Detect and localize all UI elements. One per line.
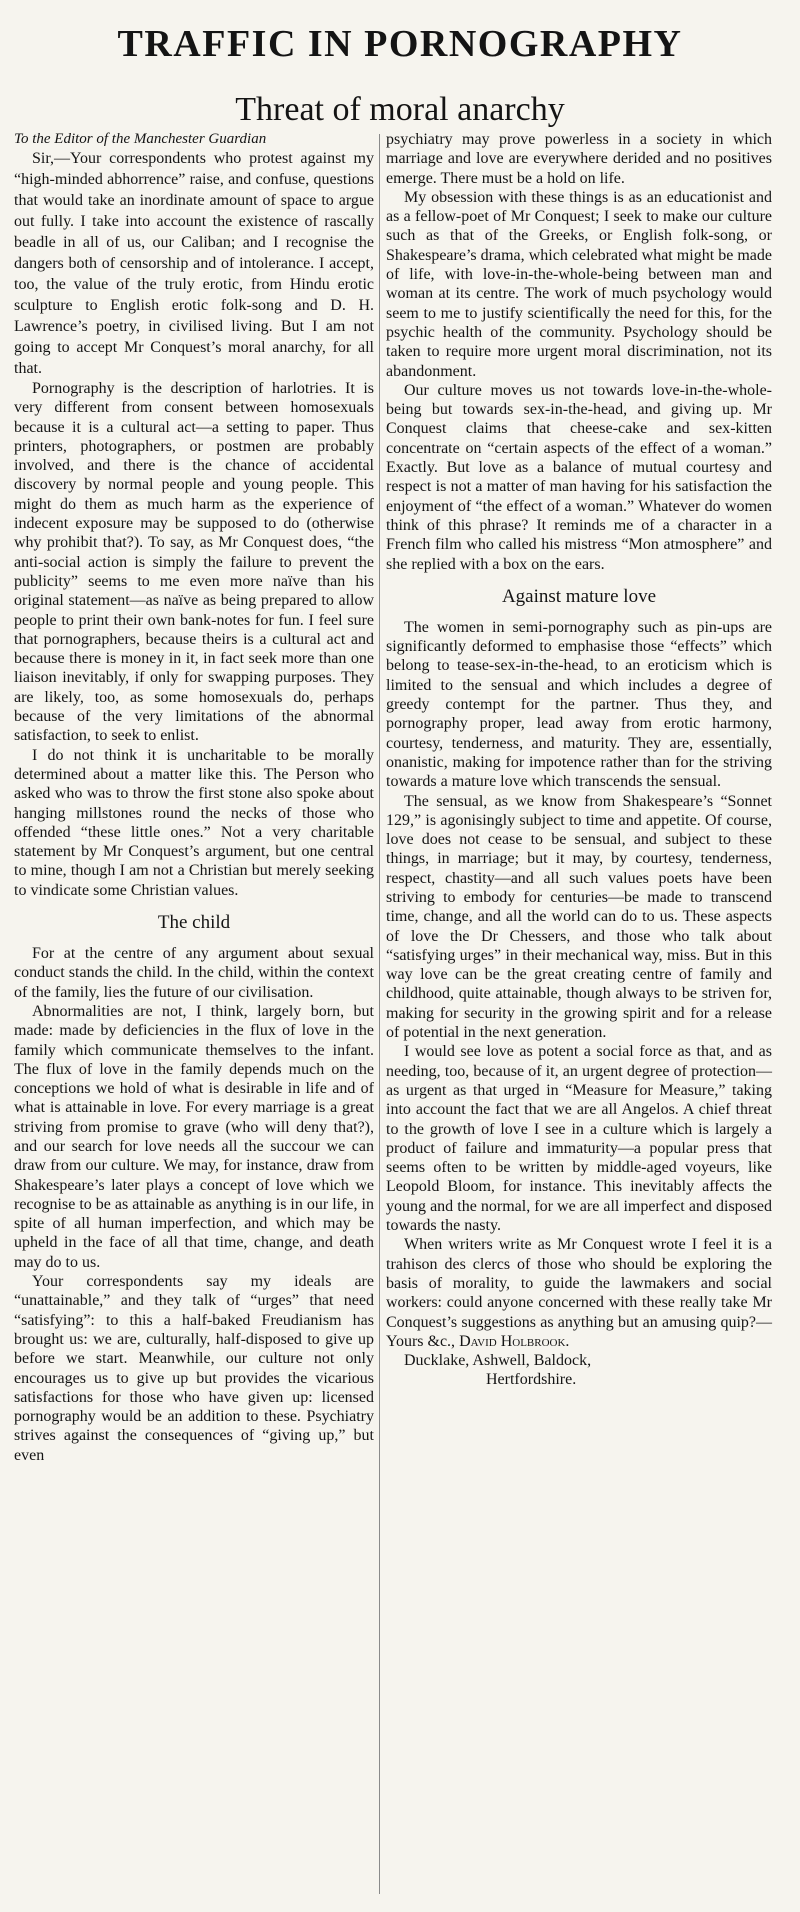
paragraph: Our culture moves us not towards love-in-the-whole-being but towards sex-in-the-head, and giving up. Mr Conquest claims that cheese-cake and sex-kitten concentrate on “certain aspects of the effect of a woman.” Exactly. But love as a balance of mutual courtesy and respect is not a matter of man having for his satisfaction the enjoyment of “the effect of a woman.” Whatever do women think of this phrase? It reminds me of a character in a French film who called his mistress “Mon atmosphere” and she replied with a box on the ears. xyxy=(386,381,772,573)
paragraph: For at the centre of any argument about sexual conduct stands the child. In the child, within the context of the family, lies the future of our civilisation. xyxy=(14,945,374,1001)
paragraph: My obsession with these things is as an educationist and as a fellow-poet of Mr Conquest; I seek to make our culture such as that of the Greeks, or English folk-song, or Shakespeare’s drama, which celebrated what might be made of life, with love-in-the-whole-being between man and woman at its centre. The work of much psychology would seem to me to justify scientifically the need for this, for the psychic health of the community. Psychology should be taken to require more urgent moral discrimination, not its abandonment. xyxy=(386,188,772,380)
paragraph: Your correspondents say my ideals are “unattainable,” and they talk of “urges” that need “satisfying”: to this a half-baked Freudianism has brought us: we are, culturally, half-disposed to give up before we start. Meanwhile, our culture not only encourages us to give up but provides the vicarious satisfactions for those who have given up: licensed pornography would be an addition to these. Psychiatry strives against the consequences of “giving up,” but even xyxy=(14,1273,374,1464)
paragraph: I do not think it is uncharitable to be morally determined about a matter like this. The Person who asked who was to throw the first stone also spoke about hanging millstones round the necks of those who offended “these little ones.” Not a very charitable statement by Mr Conquest’s argument, but one central to mine, though I am not a Christian but merely seeking to vindicate some Christian values. xyxy=(14,746,374,899)
section-heading-love: Against mature love xyxy=(501,585,657,607)
paragraph: Abnormalities are not, I think, largely born, but made: made by deficiencies in the flux of love in the family which communicate themselves to the infant. The flux of love in the family depends much on the conceptions we hold of what is desirable in life and of what is attainable in love. For every marriage is a great striving from promise to grave (who will deny that?), and our search for love needs all the succour we can draw from our culture. We may, for instance, draw from Shakespeare’s later plays a concept of love which we recognise to be as attainable as anything is in our life, in spite of all human imperfection, and which may be upheld in the face of all that time, change, and death may do to us. xyxy=(14,1002,374,1271)
salutation: To the Editor of the Manchester Guardian xyxy=(14,131,267,147)
address-line-2: Hertfordshire. xyxy=(486,1371,577,1389)
address xyxy=(386,1351,772,1389)
paragraph: Sir,—Your correspondents who protest against my “high-minded abhorrence” raise, and confuse, questions that would take an inordinate amount of space to argue out fully. I take into account the existence of rascally beadle in all of us, our Caliban; and I recognise the dangers both of censorship and of intolerance. I accept, too, the value of the truly erotic, from Hindu erotic sculpture to English erotic folk-song and D. H. Lawrence’s poetry, in civilised living. But I am not going to accept Mr Conquest’s moral anarchy, for all that. xyxy=(14,150,374,377)
paragraph: I would see love as potent a social force as that, and as needing, too, because of it, an urgent degree of protection—as urgent as that urged in “Measure for Measure,” taking into account the fact that we are all Angelos. A chief threat to the growth of love I see in a culture which is largely a product of failure and immaturity—a popular press that seems often to be written by middle-aged voyeurs, like Leopold Bloom, for instance. This inevitably affects the young and the normal, for we are all imperfect and disposed towards the nasty. xyxy=(386,1043,772,1235)
right-column xyxy=(386,130,772,1389)
paragraph: The sensual, as we know from Shakespeare’s “Sonnet 129,” is agonisingly subject to time and appetite. Of course, love does not cease to be sensual, and subject to these things, in marriage; but it may, by courtesy, tenderness, respect, chastity—and all such values poets have been striving to embody for centuries—be made to transcend time, change, and all the world can do to us. These aspects of love the Dr Chessers, and those who talk about “satisfying urges” in their mechanical way, miss. But in this way love can be the great creating centre of family and childhood, quite attainable, though always to be striven for, making for security in the growing spirit and for a release of potential in the next generation. xyxy=(386,792,772,1042)
left-column xyxy=(14,130,374,1465)
column-divider xyxy=(379,134,380,1894)
subheadline: Threat of moral anarchy xyxy=(235,91,565,128)
paragraph xyxy=(386,1235,772,1351)
section-heading-child: The child xyxy=(157,912,231,934)
paragraph: Pornography is the description of harlotries. It is very different from consent between homosexuals because it is a cultural act—a setting to paper. Thus printers, photographers, or postmen are probably involved, and there is the chance of accidental discovery by normal people and young people. This might do them as much harm as the experience of indecent exposure may be supposed to do (otherwise why prohibit that?). To say, as Mr Conquest does, “the anti-social action is simply the failure to prevent the publicity” seems to me even more naïve than his original statement—as naïve as being prepared to allow people to print their own bank-notes for fun. I feel sure that pornographers, because theirs is a cultural act and because there is money in it, in fact seek more than one liaison inevitably, if only for swapping purposes. They are likely, too, as some homosexuals do, perhaps because of the very limitations of the abnormal satisfaction, to seek to enlist. xyxy=(14,380,374,745)
headline: TRAFFIC IN PORNOGRAPHY xyxy=(117,23,683,65)
paragraph: psychiatry may prove powerless in a society in which marriage and love are everywhere derided and no positives emerge. There must be a hold on life. xyxy=(386,131,772,187)
paragraph: The women in semi-pornography such as pin-ups are significantly deformed to emphasise those “effects” which belong to tease-sex-in-the-head, to an eroticism which is limited to the sensual and which includes a degree of greedy contempt for the partner. Thus they, and pornography proper, lead away from erotic harmony, courtesy, tenderness, and maturity. They are, essentially, onanistic, making for impotence rather than for the striving towards a mature love which transcends the sensual. xyxy=(386,618,772,791)
article-body xyxy=(14,130,786,1906)
address-line-1: Ducklake, Ashwell, Baldock, xyxy=(404,1352,592,1370)
signature: David Holbrook. xyxy=(459,1332,570,1350)
closing-text: When writers write as Mr Conquest wrote I feel it is a trahison des clercs of those who should be exploring the basis of morality, to guide the lawmakers and social workers: could anyone concerned with these really take Mr Conquest’s suggestions as anything but an amusing quip?—Yours &c., xyxy=(386,1236,772,1350)
